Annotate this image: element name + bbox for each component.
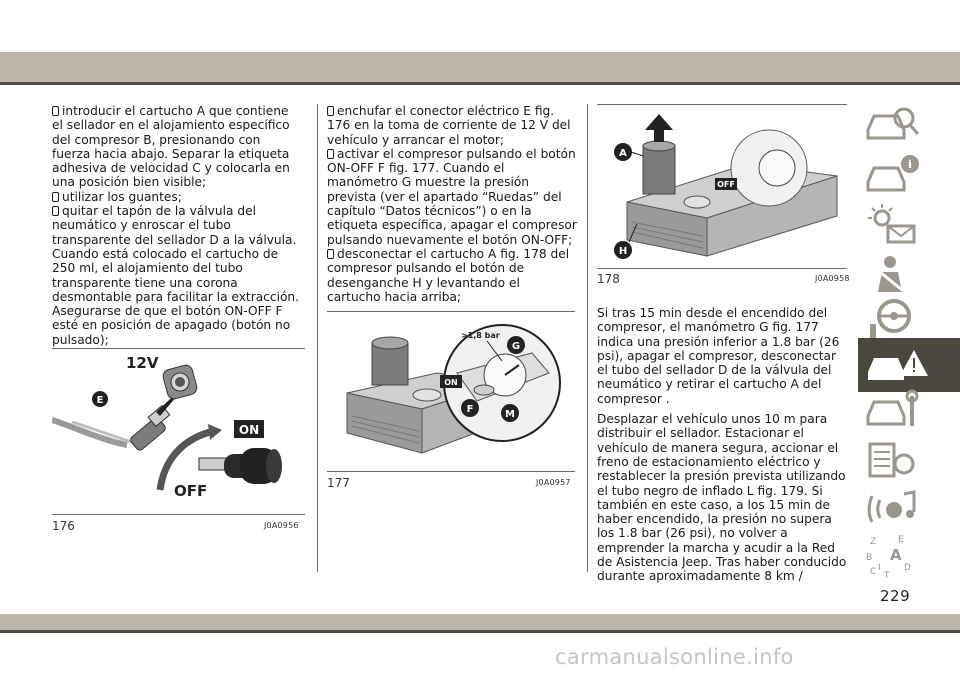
figure-bottom-rule (52, 514, 305, 515)
svg-text:i: i (907, 158, 913, 171)
checkbox-bullet-icon (52, 192, 59, 202)
on-label: ON (238, 423, 260, 437)
figure-code: J0A0958 (815, 274, 850, 283)
text-column-3 (597, 306, 847, 590)
alphabetical-index-icon (858, 530, 960, 584)
step-paragraph: quitar el tapón de la válvula del neumático y enroscar el tubo transparente del sellador D a la válvula. Cuando está colocado el cartucho de 250 ml, el alojamiento del tubo transparente tiene una corona desmontable para facilitar la extracción. Asegurarse de que el botón ON-OFF F esté en posición de apagado (botón no pulsado); (52, 204, 300, 347)
callout-m: M (505, 409, 515, 420)
text-column-2 (327, 104, 577, 304)
checkbox-bullet-icon (52, 106, 59, 116)
step-paragraph: introducir el cartucho A que contiene el sellador en el alojamiento específico del compresor B, presionando con fuerza hacia abajo. Separar la etiqueta adhesiva de velocidad C y colocarla en una posición bien visible; (52, 104, 290, 190)
voltage-label: 12V (126, 354, 159, 372)
figure-number: 177 (327, 476, 350, 490)
off-label: OFF (174, 482, 208, 500)
top-margin (0, 0, 960, 52)
callout-a: A (619, 148, 627, 159)
on-label: ON (444, 378, 458, 387)
body-paragraph: Si tras 15 min desde el encendido del compresor, el manómetro G fig. 177 indica una presión inferior a 1.8 bar (26 psi), apagar el compresor, desconectar el tubo del sellador D de la válvula del neumático y retirar el cartucho A del compresor . (597, 306, 840, 406)
figure-bottom-rule (327, 471, 575, 472)
step-paragraph: utilizar los guantes; (52, 190, 302, 204)
checkbox-bullet-icon (327, 249, 334, 259)
svg-text:A: A (890, 546, 902, 564)
checkbox-bullet-icon (52, 206, 59, 216)
page-number: 229 (880, 587, 911, 605)
footer-band (0, 614, 960, 630)
chapter-tab-technical-data[interactable] (858, 432, 960, 486)
watermark-text: carmanualsonline.info (555, 645, 794, 669)
off-label: OFF (717, 180, 735, 189)
pressure-label: >1,8 bar (461, 331, 500, 340)
checkbox-bullet-icon (327, 106, 334, 116)
callout-h: H (618, 246, 628, 257)
checkbox-bullet-icon (327, 149, 334, 159)
step-paragraph: enchufar el conector eléctrico E fig. 176 en la toma de corriente de 12 V del vehículo y arrancar el motor; (327, 104, 571, 147)
text-column-1 (52, 104, 302, 353)
chapter-tab-car-search[interactable] (858, 96, 960, 150)
body-paragraph: Desplazar el vehículo unos 10 m para distribuir el sellador. Estacionar el vehículo de manera segura, accionar el freno de estacionamiento eléctrico y restablecer la presión prevista utilizando el tubo negro de inflado L fig. 179. Si también en este caso, a los 15 min de haber encendido, la presión no supera los 1.8 bar (26 psi), no volver a emprender la marcha y acudir a la Red de Asistencia Jeep. Tras haber conducido durante aproximadamente 8 km / (597, 412, 847, 584)
svg-text:D: D (904, 563, 911, 573)
header-band (0, 52, 960, 82)
chapter-tab-car-info[interactable] (858, 148, 960, 202)
chapter-tab-multimedia[interactable] (858, 480, 960, 534)
svg-text:I: I (878, 563, 881, 573)
figure-code: J0A0956 (264, 521, 299, 530)
figure-top-rule (597, 104, 847, 105)
figure-bottom-rule (597, 268, 847, 269)
chapter-tab-index[interactable] (858, 530, 960, 584)
footer-rule (0, 630, 960, 633)
figure-top-rule (327, 311, 575, 312)
callout-f: F (466, 404, 474, 415)
svg-text:Z: Z (870, 537, 877, 547)
svg-text:B: B (866, 553, 873, 563)
callout-g: G (511, 341, 521, 352)
header-rule (0, 82, 960, 85)
figure-number: 176 (52, 519, 75, 533)
multimedia-icon (858, 480, 960, 534)
step-paragraph: activar el compresor pulsando el botón ON-OFF F fig. 177. Cuando el manómetro G muestre la presión prevista (ver el apartado “Ruedas” del capítulo “Datos técnicos”) o en la etiqueta específica, apagar el compresor pulsando nuevamente el botón ON-OFF; (327, 146, 577, 247)
car-search-icon (858, 96, 960, 150)
car-info-icon (858, 148, 960, 202)
step-paragraph: desconectar el cartucho A fig. 178 del compresor pulsando el botón de desenganche H y levantando el cartucho hacia arriba; (327, 246, 570, 304)
gear-list-icon (858, 432, 960, 486)
figure-177-illustration (327, 313, 575, 468)
svg-text:T: T (884, 571, 890, 581)
chapter-tab-lights-message[interactable] (858, 198, 960, 252)
column-divider (317, 104, 318, 572)
column-divider (587, 104, 588, 572)
callout-e: E (96, 395, 104, 406)
figure-top-rule (52, 348, 305, 349)
chapter-tab-maintenance[interactable] (858, 382, 960, 436)
svg-text:C: C (870, 567, 877, 577)
car-wrench-icon (858, 382, 960, 436)
figure-178-illustration (597, 106, 847, 264)
svg-text:E: E (898, 535, 904, 545)
figure-176-illustration (52, 350, 305, 510)
figure-code: J0A0957 (536, 478, 571, 487)
figure-number: 178 (597, 272, 620, 286)
light-envelope-icon (858, 198, 960, 252)
